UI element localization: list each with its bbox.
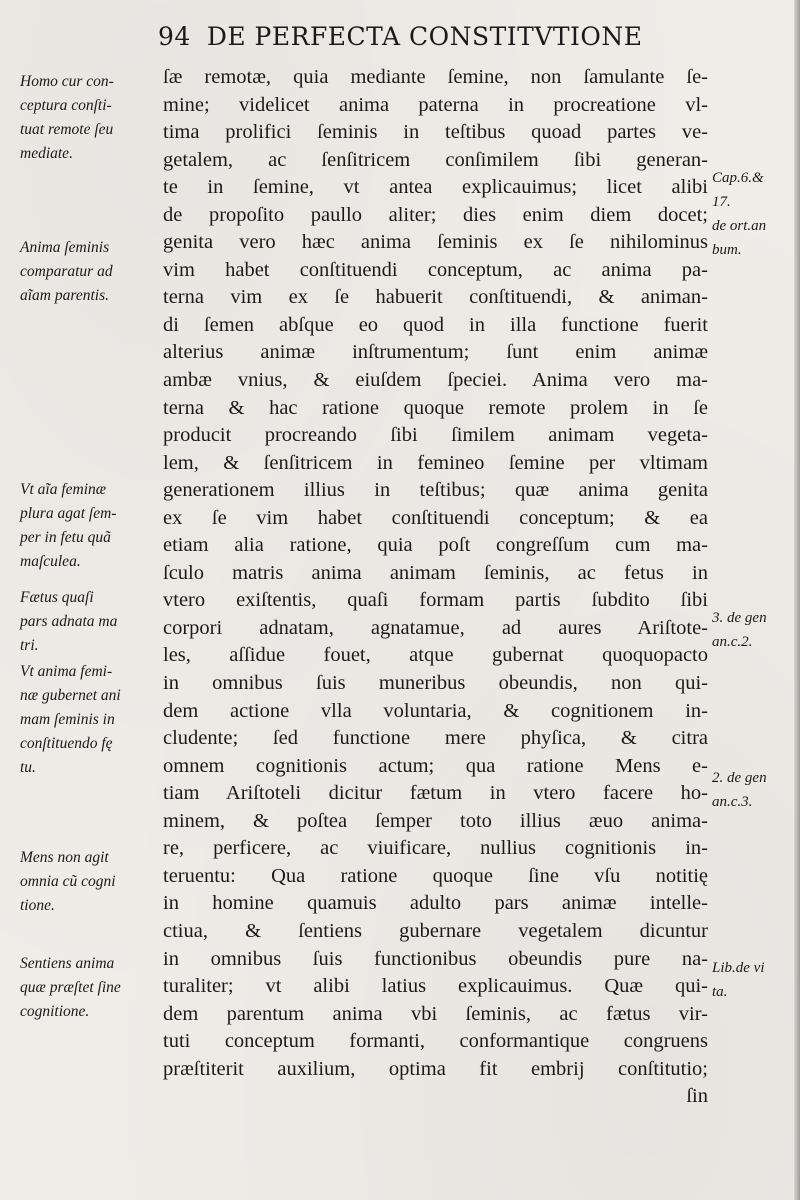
- margin-note-line: comparatur ad: [20, 263, 113, 280]
- text-line: mine; videlicet anima paterna in procreatione vl-: [163, 93, 708, 116]
- margin-note-line: plura agat ſem-: [20, 505, 117, 522]
- text-line: in homine quamuis adulto pars animæ intelle-: [163, 892, 708, 915]
- text-line: dem parentum anima vbi ſeminis, ac fætus vir-: [163, 1002, 708, 1025]
- margin-note-right: [712, 956, 798, 1004]
- text-line: cludente; ſed functione mere phyſica, & citra: [163, 727, 708, 750]
- text-line: re, perficere, ac viuificare, nullius cognitionis in-: [163, 837, 708, 860]
- text-line: ſculo matris anima animam ſeminis, ac fetus in: [163, 561, 708, 584]
- text-line: in omnibus ſuis functionibus obeundis pure na-: [163, 947, 708, 970]
- margin-note-line: tuat remote ſeu: [20, 121, 114, 138]
- margin-note-line: Vt aĩa feminæ: [20, 481, 107, 498]
- margin-note-right: [712, 166, 798, 262]
- margin-note-line: mediate.: [20, 145, 73, 162]
- margin-note-line: quæ præſtet ſine: [20, 979, 121, 996]
- main-text-block: [163, 64, 708, 1111]
- text-line: ctiua, & ſentiens gubernare vegetalem dicuntur: [163, 919, 708, 942]
- margin-note-line: conſtituendo fę: [20, 735, 113, 752]
- text-line: producit procreando ſibi ſimilem animam vegeta-: [163, 424, 708, 447]
- text-line: tima prolifici ſeminis in teſtibus quoad partes ve-: [163, 121, 708, 144]
- margin-note-left: [20, 952, 160, 1024]
- text-line: terna vim ex ſe habuerit conſtituendi, & animan-: [163, 286, 708, 309]
- margin-note-line: aĩam parentis.: [20, 287, 109, 304]
- margin-note-line: 2. de gen: [712, 770, 767, 786]
- margin-note-line: Homo cur con-: [20, 73, 114, 90]
- text-line: tiam Ariſtoteli dicitur fætum in vtero facere ho-: [163, 782, 708, 805]
- text-line: genita vero hæc anima ſeminis ex ſe nihilominus: [163, 231, 708, 254]
- text-line: dem actione vlla voluntaria, & cognitionem in-: [163, 699, 708, 722]
- margin-note-line: cognitione.: [20, 1003, 90, 1020]
- margin-note-left: [20, 660, 160, 780]
- text-line: getalem, ac ſenſitricem conſimilem ſibi generan-: [163, 148, 708, 171]
- text-line: teruentu: Qua ratione quoque ſine vſu notitię: [163, 864, 708, 887]
- text-line: ſæ remotæ, quia mediante ſemine, non ſamulante ſe-: [163, 66, 708, 88]
- text-line: ex ſe vim habet conſtituendi conceptum; & ea: [163, 506, 708, 529]
- margin-note-line: Sentiens anima: [20, 955, 115, 972]
- margin-note-line: maſculea.: [20, 553, 81, 570]
- margin-note-line: Vt anima femi-: [20, 663, 113, 680]
- text-line: les, aſſidue fouet, atque gubernat quoquopacto: [163, 644, 708, 667]
- margin-note-line: de ort.an: [712, 218, 767, 234]
- margin-note-right: [712, 766, 798, 814]
- text-line: vtero exiſtentis, quaſi formam partis ſubdito ſibi: [163, 589, 708, 612]
- text-line: omnem cognitionis actum; qua ratione Mens e-: [163, 754, 708, 777]
- text-line: lem, & ſenſitricem in femineo ſemine per vltimam: [163, 451, 708, 474]
- margin-note-line: an.c.2.: [712, 634, 753, 650]
- margin-note-line: Fætus quaſi: [20, 589, 94, 606]
- margin-note-line: næ gubernet ani: [20, 687, 121, 704]
- margin-note-line: tu.: [20, 759, 36, 776]
- margin-note-line: tri.: [20, 637, 39, 654]
- margin-note-line: Lib.de vi: [712, 960, 765, 976]
- margin-note-line: bum.: [712, 242, 742, 258]
- running-title: DE PERFECTA CONSTITVTIONE: [206, 22, 643, 51]
- margin-note-line: per in fetu quã: [20, 529, 111, 546]
- margin-note-line: Cap.6.&: [712, 170, 764, 186]
- text-line: terna & hac ratione quoque remote prolem in ſe: [163, 396, 708, 419]
- margin-note-line: tione.: [20, 897, 55, 914]
- margin-note-line: ceptura conſti-: [20, 97, 112, 114]
- text-line: corpori adnatam, agnatamue, ad aures Ariſtote-: [163, 616, 708, 639]
- margin-note-line: pars adnata ma: [20, 613, 118, 630]
- margin-note-line: omnia cũ cogni: [20, 873, 116, 890]
- text-line: te in ſemine, vt antea explicauimus; licet alibi: [163, 176, 708, 199]
- text-line: vim habet conſtituendi conceptum, ac anima pa-: [163, 258, 708, 281]
- margin-note-left: [20, 846, 160, 918]
- margin-note-left: [20, 586, 160, 658]
- text-line: di ſemen abſque eo quod in illa functione fuerit: [163, 313, 708, 336]
- margin-note-left: [20, 478, 160, 574]
- margin-note-left: [20, 236, 160, 308]
- text-line: tuti conceptum formanti, conformantique congruens: [163, 1030, 708, 1053]
- margin-note-line: Mens non agit: [20, 849, 109, 866]
- text-line: turaliter; vt alibi latius explicauimus. Quæ qui-: [163, 975, 708, 998]
- text-line: præſtiterit auxilium, optima fit embrij conſtitutio;: [163, 1057, 708, 1080]
- text-line: minem, & poſtea ſemper toto illius æuo anima-: [163, 809, 708, 832]
- text-line: de propoſito paullo aliter; dies enim diem docet;: [163, 203, 708, 226]
- margin-note-right: [712, 606, 798, 654]
- margin-note-line: 3. de gen: [712, 610, 767, 626]
- catchword: ſin: [686, 1085, 708, 1108]
- text-line: generationem illius in teſtibus; quæ anima genita: [163, 479, 708, 502]
- margin-note-left: [20, 70, 160, 166]
- text-line: in omnibus ſuis muneribus obeundis, non qui-: [163, 672, 708, 695]
- margin-note-line: Anima ſeminis: [20, 239, 110, 256]
- text-line: ambæ vnius, & eiuſdem ſpeciei. Anima vero ma-: [163, 369, 708, 392]
- text-line: etiam alia ratione, quia poſt congreſſum cum ma-: [163, 534, 708, 557]
- text-line: alterius animæ inſtrumentum; ſunt enim animæ: [163, 341, 708, 364]
- running-header: [158, 22, 658, 56]
- margin-note-line: ta.: [712, 984, 728, 1000]
- margin-note-line: mam ſeminis in: [20, 711, 115, 728]
- margin-note-line: 17.: [712, 194, 731, 210]
- page-number: 94: [158, 22, 191, 51]
- margin-note-line: an.c.3.: [712, 794, 753, 810]
